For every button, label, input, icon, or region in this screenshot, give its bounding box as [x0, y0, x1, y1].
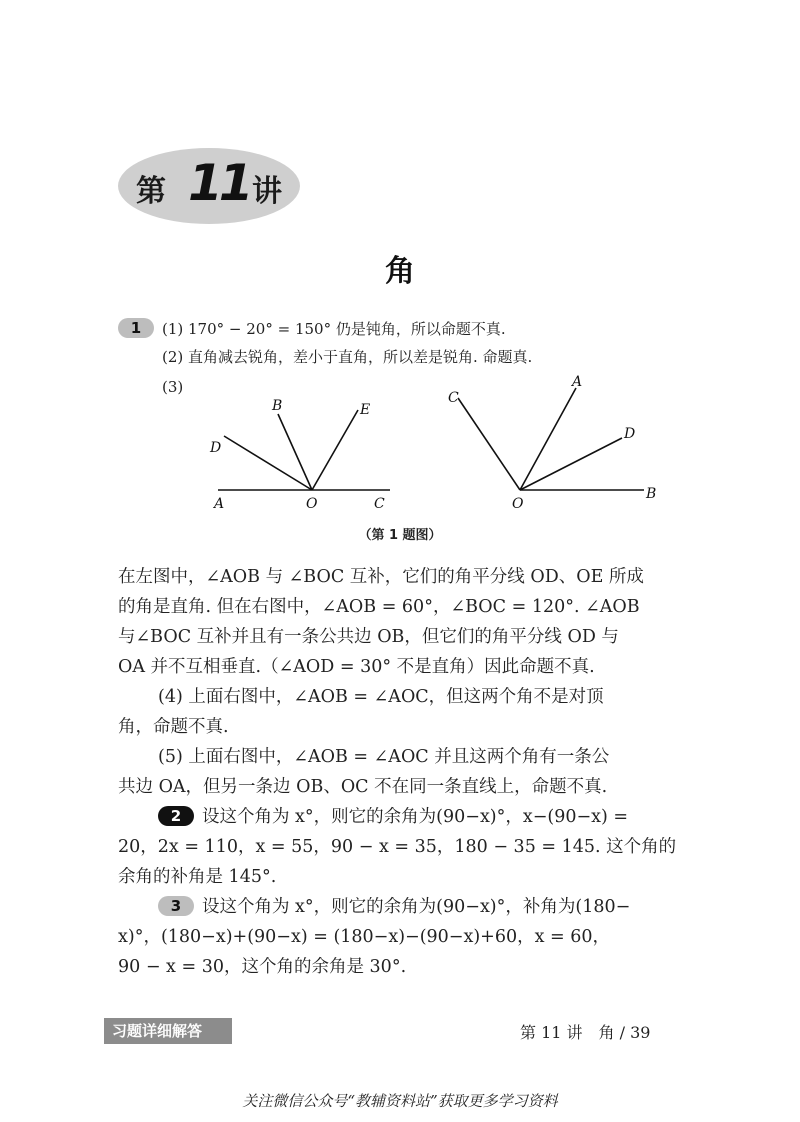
ray-OD-right: [520, 438, 622, 490]
para3-line2: 的角是直角. 但在右图中，∠AOB = 60°，∠BOC = 120°. ∠AOB: [118, 597, 640, 617]
ray-OA-right: [520, 388, 576, 490]
label-right-B: B: [646, 486, 657, 502]
ray-OD: [224, 436, 312, 490]
label-left-A: A: [214, 496, 225, 512]
problem2-line1-text: 设这个角为 x°，则它的余角为(90−x)°，x−(90−x) =: [202, 807, 629, 827]
problem3-line1: [158, 896, 728, 918]
para3-line3: 与∠BOC 互补并且有一条公共边 OB，但它们的角平分线 OD 与: [118, 627, 619, 647]
lecture-badge: [118, 148, 300, 224]
label-right-C: C: [448, 390, 459, 406]
problem3-badge: 3: [158, 896, 194, 916]
problem1-part2: (2) 直角减去锐角，差小于直角，所以差是锐角. 命题真.: [162, 348, 533, 366]
part4-line1: (4) 上面右图中，∠AOB = ∠AOC，但这两个角不是对顶: [158, 687, 604, 707]
problem3-line1-text: 设这个角为 x°，则它的余角为(90−x)°，补角为(180−: [202, 897, 631, 917]
left-figure: [218, 410, 390, 490]
problem1-badge: 1: [118, 318, 154, 338]
label-right-O: O: [512, 496, 524, 512]
problem1-part1-text: (1) 170° − 20° = 150° 仍是钝角，所以命题不真.: [162, 320, 506, 338]
label-left-O: O: [306, 496, 318, 512]
problem2-badge: 2: [158, 806, 194, 826]
problem1-part1: [118, 318, 688, 340]
problem2-line1: [158, 806, 728, 828]
ray-OB: [278, 414, 312, 490]
part5-line2: 共边 OA，但另一条边 OB、OC 不在同一条直线上，命题不真.: [118, 777, 608, 797]
ray-OC-right: [458, 398, 520, 490]
right-figure: [458, 388, 644, 490]
footer-page-info: 第 11 讲 角 / 39: [520, 1023, 651, 1042]
ray-OE: [312, 410, 358, 490]
part4-line2: 角，命题不真.: [118, 717, 229, 737]
angle-figure: [200, 372, 680, 512]
problem2-line2: 20，2x = 110，x = 55，90 − x = 35，180 − 35 = 145. 这个角的: [118, 837, 677, 857]
problem1-part3-label: (3): [162, 378, 184, 396]
label-left-D: D: [210, 440, 222, 456]
label-left-B: B: [272, 398, 283, 414]
problem3-line3: 90 − x = 30，这个角的余角是 30°.: [118, 957, 407, 977]
promo-text: 关注微信公众号“教辅资料站”获取更多学习资料: [242, 1092, 558, 1110]
problem2-line3: 余角的补角是 145°.: [118, 867, 277, 887]
problem3-line2: x)°，(180−x)+(90−x) = (180−x)−(90−x)+60，x = 60，: [118, 927, 611, 947]
para3-line4: OA 并不互相垂直.（∠AOD = 30° 不是直角）因此命题不真.: [118, 657, 595, 677]
footer-section-label: 习题详细解答: [104, 1018, 232, 1044]
lecture-number: 11: [188, 154, 250, 212]
label-right-D: D: [624, 426, 636, 442]
label-left-C: C: [374, 496, 385, 512]
part5-line1: (5) 上面右图中，∠AOB = ∠AOC 并且这两个角有一条公: [158, 747, 610, 767]
figure-caption: （第 1 题图）: [358, 528, 442, 543]
label-left-E: E: [360, 402, 371, 418]
label-right-A: A: [572, 374, 583, 390]
lecture-prefix: 第: [136, 174, 166, 209]
para3-line1: 在左图中，∠AOB 与 ∠BOC 互补，它们的角平分线 OD、OE 所成: [118, 567, 644, 587]
lecture-suffix: 讲: [252, 174, 282, 209]
page-title: 角: [385, 254, 415, 289]
